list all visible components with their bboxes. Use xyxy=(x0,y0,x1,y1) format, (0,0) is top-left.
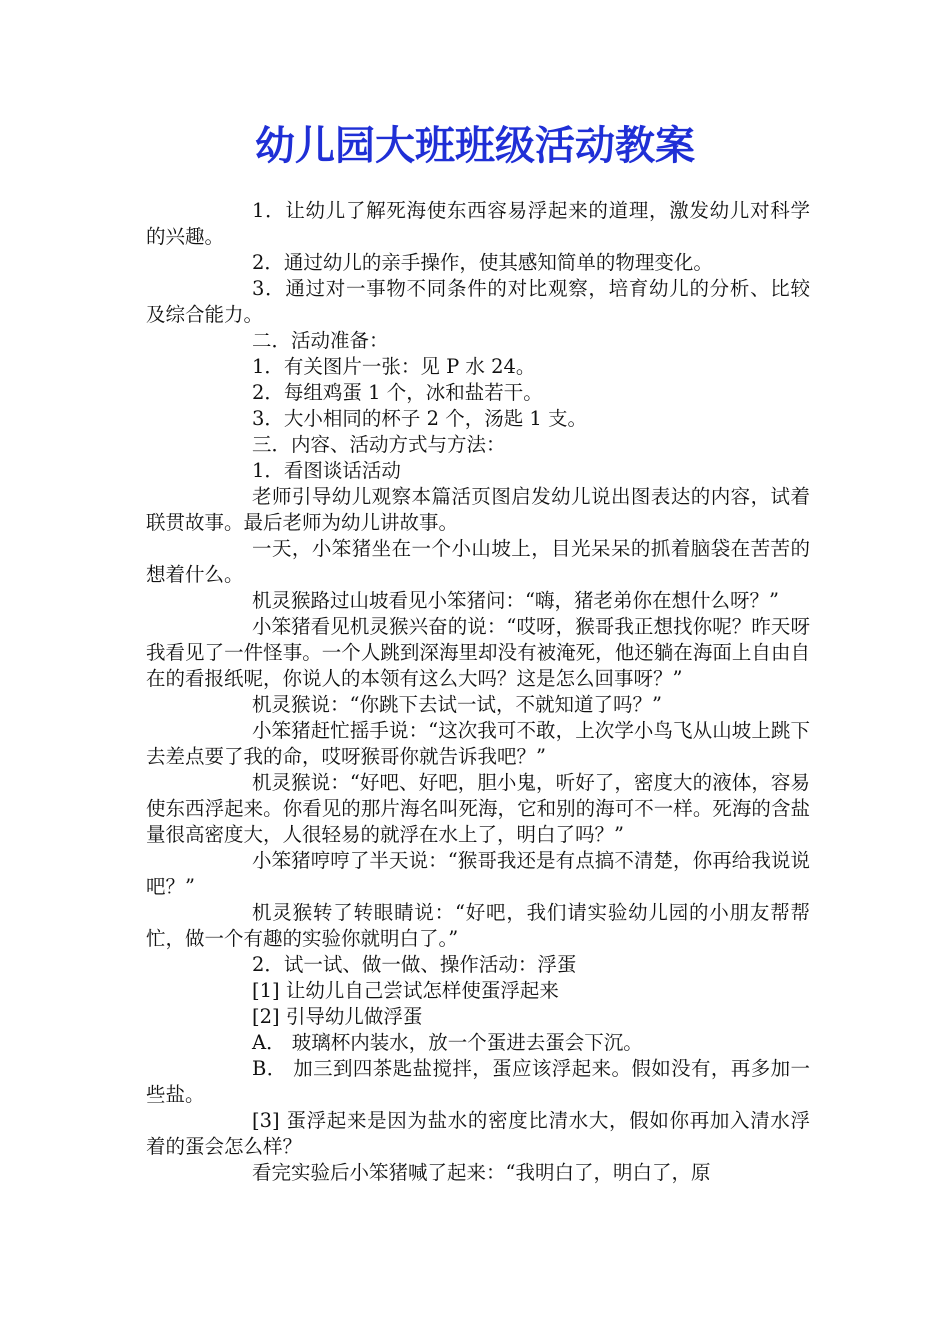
story-paragraph: 机灵猴转了转眼睛说：“好吧，我们请实验幼儿园的小朋友帮帮忙，做一个有趣的实验你就明白了。” xyxy=(146,901,810,950)
section-heading: 二．活动准备： xyxy=(252,329,389,352)
step-item: [2] 引导幼儿做浮蛋 xyxy=(252,1005,423,1028)
step-item: A． 玻璃杯内装水，放一个蛋进去蛋会下沉。 xyxy=(252,1031,643,1054)
story-paragraph: 小笨猪哼哼了半天说：“猴哥我还是有点搞不清楚，你再给我说说吧？” xyxy=(146,849,810,898)
step-item: [1] 让幼儿自己尝试怎样使蛋浮起来 xyxy=(252,979,559,1002)
story-paragraph: 机灵猴路过山坡看见小笨猪问：“嗨，猪老弟你在想什么呀？” xyxy=(252,589,779,612)
story-paragraph: 机灵猴说：“你跳下去试一试，不就知道了吗？” xyxy=(252,693,662,716)
step-item: B． 加三到四茶匙盐搅拌，蛋应该浮起来。假如没有，再多加一些盐。 xyxy=(146,1057,810,1106)
document-title: 幼儿园大班班级活动教案 xyxy=(255,123,695,169)
story-paragraph: 小笨猪赶忙摇手说：“这次我可不敢，上次学小鸟飞从山坡上跳下去差点要了我的命，哎呀猴哥你就告诉我吧？” xyxy=(146,719,810,768)
subsection-heading: 2．试一试、做一做、操作活动：浮蛋 xyxy=(252,953,577,976)
step-item: [3] 蛋浮起来是因为盐水的密度比清水大，假如你再加入清水浮着的蛋会怎么样？ xyxy=(146,1109,810,1158)
paragraph: 3．大小相同的杯子 2 个，汤匙 1 支。 xyxy=(252,407,588,430)
paragraph: 老师引导幼儿观察本篇活页图启发幼儿说出图表达的内容，试着联贯故事。最后老师为幼儿讲故事。 xyxy=(146,485,810,534)
paragraph: 2．通过幼儿的亲手操作，使其感知简单的物理变化。 xyxy=(252,251,713,274)
section-heading: 三．内容、活动方式与方法： xyxy=(252,433,506,456)
paragraph: 1．有关图片一张：见 P 水 24。 xyxy=(252,355,536,378)
paragraph: 1．让幼儿了解死海使东西容易浮起来的道理，激发幼儿对科学的兴趣。 xyxy=(146,199,810,248)
subsection-heading: 1．看图谈话活动 xyxy=(252,459,401,482)
story-paragraph: 机灵猴说：“好吧、好吧，胆小鬼，听好了，密度大的液体，容易使东西浮起来。你看见的那片海名叫死海，它和别的海可不一样。死海的含盐量很高密度大，人很轻易的就浮在水上了，明白了吗？” xyxy=(146,771,810,846)
document-body xyxy=(146,198,810,1186)
story-paragraph: 一天，小笨猪坐在一个小山坡上，目光呆呆的抓着脑袋在苦苦的想着什么。 xyxy=(146,537,810,586)
story-paragraph: 看完实验后小笨猪喊了起来：“我明白了，明白了，原 xyxy=(252,1161,711,1184)
paragraph: 3．通过对一事物不同条件的对比观察，培育幼儿的分析、比较及综合能力。 xyxy=(146,277,810,326)
paragraph: 2．每组鸡蛋 1 个，冰和盐若干。 xyxy=(252,381,543,404)
story-paragraph: 小笨猪看见机灵猴兴奋的说：“哎呀，猴哥我正想找你呢？昨天呀我看见了一件怪事。一个人跳到深海里却没有被淹死，他还躺在海面上自由自在的看报纸呢，你说人的本领有这么大吗？这是怎么回事呀？” xyxy=(146,615,810,690)
